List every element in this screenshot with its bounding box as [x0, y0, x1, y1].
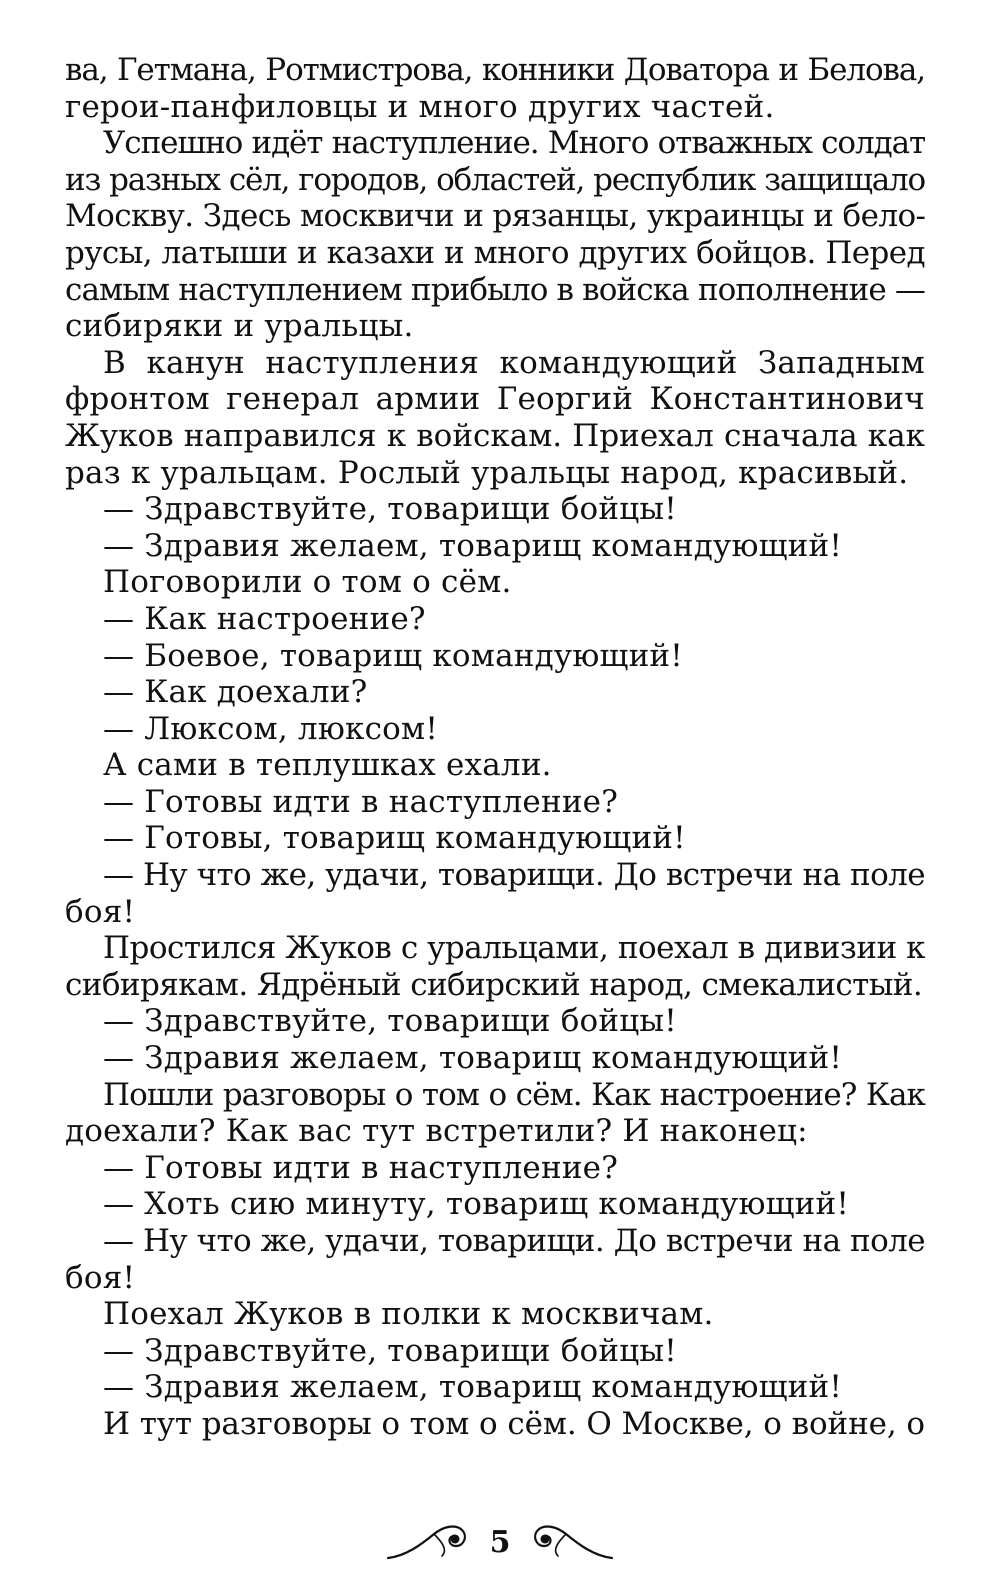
text-line: — Здравия желаем, товарищ командующий!: [103, 1369, 843, 1406]
text-line: — Здравствуйте, товарищи бойцы!: [103, 491, 677, 528]
text-line: И тут разговоры о том о сём. О Москве, о войне, о: [103, 1405, 925, 1442]
text-line: Пошли разговоры о том о сём. Как настроение? Как: [103, 1076, 925, 1113]
text-line: — Ну что же, удачи, товарищи. До встречи на поле: [103, 857, 925, 894]
text-line: доехали? Как вас тут встретили? И наконец:: [65, 1113, 808, 1150]
text-line: — Люксом, люксом!: [103, 710, 438, 747]
page-footer: [0, 1512, 1000, 1572]
text-line: В канун наступления командующий Западным: [103, 344, 925, 381]
text-line: фронтом генерал армии Георгий Константинович: [65, 381, 925, 418]
text-line: герои-панфиловцы и много других частей.: [65, 88, 775, 125]
text-line: из разных сёл, городов, областей, республик защищало: [65, 161, 925, 198]
text-line: — Готовы идти в наступление?: [103, 783, 619, 820]
text-line: боя!: [65, 1259, 136, 1296]
text-line: — Хоть сию минуту, товарищ командующий!: [103, 1186, 850, 1223]
right-swirl-ornament-icon: [524, 1522, 614, 1562]
text-line: — Ну что же, удачи, товарищи. До встречи на поле: [103, 1223, 925, 1259]
text-line: — Здравствуйте, товарищи бойцы!: [103, 1003, 677, 1040]
text-line: — Боевое, товарищ командующий!: [103, 637, 683, 674]
text-line: Успешно идёт наступление. Много отважных солдат: [103, 125, 925, 162]
text-line: ва, Гетмана, Ротмистрова, конники Доватора и Белова,: [65, 52, 925, 88]
book-page-text: [65, 52, 925, 1443]
text-line: Поговорили о том о сём.: [103, 564, 512, 601]
text-line: сибиряки и уральцы.: [65, 308, 414, 345]
text-line: — Как настроение?: [103, 600, 426, 637]
text-line: боя!: [65, 893, 136, 930]
text-line: А сами в теплушках ехали.: [103, 747, 552, 784]
page-number: 5: [489, 1524, 511, 1560]
text-line: Москву. Здесь москвичи и рязанцы, украинцы и бело-: [65, 198, 926, 235]
text-line: раз к уральцам. Рослый уральцы народ, красивый.: [65, 454, 909, 491]
left-swirl-ornament-icon: [386, 1522, 476, 1562]
text-line: русы, латыши и казахи и много других бойцов. Перед: [65, 234, 925, 271]
text-line: — Здравия желаем, товарищ командующий!: [103, 527, 843, 564]
text-line: — Готовы идти в наступление?: [103, 1149, 619, 1186]
text-line: Простился Жуков с уральцами, поехал в дивизии к: [103, 930, 925, 967]
text-line: — Здравия желаем, товарищ командующий!: [103, 1040, 843, 1077]
text-line: — Готовы, товарищ командующий!: [103, 820, 686, 857]
text-line: — Здравствуйте, товарищи бойцы!: [103, 1332, 677, 1369]
text-line: — Как доехали?: [103, 674, 368, 711]
text-line: сибирякам. Ядрёный сибирский народ, смекалистый.: [65, 966, 923, 1003]
text-line: Поехал Жуков в полки к москвичам.: [103, 1296, 714, 1333]
text-line: самым наступлением прибыло в войска пополнение —: [65, 271, 925, 308]
text-line: Жуков направился к войскам. Приехал сначала как: [65, 417, 925, 454]
